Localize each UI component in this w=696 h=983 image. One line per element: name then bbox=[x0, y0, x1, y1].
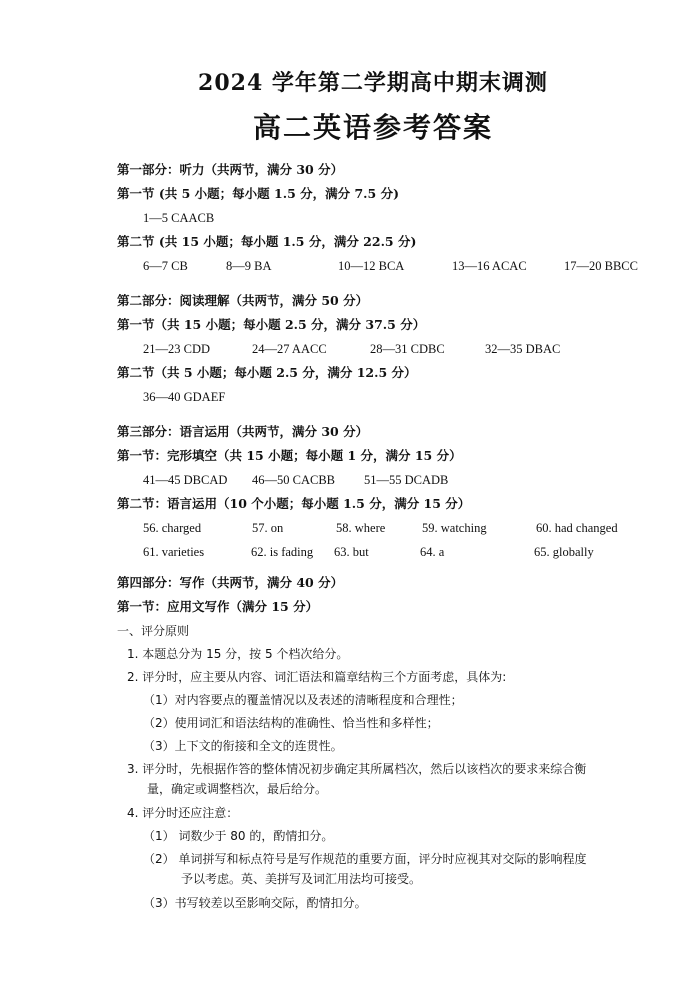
part1-sec1-heading: 第一节 (共 5 小题；每小题 1.5 分，满分 7.5 分) bbox=[117, 186, 399, 201]
answer-group: 13—16 ACAC bbox=[452, 259, 527, 273]
answer-group: 17—20 BBCC bbox=[564, 259, 638, 273]
part2-sec1-heading: 第一节（共 15 小题；每小题 2.5 分，满分 37.5 分） bbox=[117, 317, 426, 332]
part4-heading: 第四部分：写作（共两节，满分 40 分） bbox=[117, 575, 344, 590]
document-title: 高二英语参考答案 bbox=[252, 111, 493, 144]
answer-item: 56. charged bbox=[143, 521, 202, 535]
answer-group: 24—27 AACC bbox=[252, 342, 327, 356]
principle-4: 4. 评分时还应注意： bbox=[127, 806, 239, 820]
part3-sec2-heading: 第二节：语言运用（10 个小题；每小题 1.5 分，满分 15 分） bbox=[117, 496, 471, 511]
principle-2: 2. 评分时，应主要从内容、词汇语法和篇章结构三个方面考虑，具体为: bbox=[127, 670, 507, 684]
principle-3-line2: 量，确定或调整档次，最后给分。 bbox=[147, 782, 328, 796]
part1-sec2-heading: 第二节 (共 15 小题；每小题 1.5 分，满分 22.5 分) bbox=[117, 234, 417, 249]
answer-item: 59. watching bbox=[422, 521, 487, 535]
part2-sec2-heading: 第二节（共 5 小题；每小题 2.5 分，满分 12.5 分） bbox=[117, 365, 417, 380]
answer-group: 1—5 CAACB bbox=[143, 211, 215, 225]
exam-title: 2024 学年第二学期高中期末调测 bbox=[198, 70, 548, 96]
part3-sec1-heading: 第一节：完形填空（共 15 小题；每小题 1 分，满分 15 分） bbox=[117, 448, 462, 463]
answer-item: 62. is fading bbox=[251, 545, 314, 559]
part1-heading: 第一部分：听力（共两节，满分 30 分） bbox=[117, 162, 344, 177]
answer-item: 65. globally bbox=[534, 545, 594, 559]
principle-4a: （1） 词数少于 80 的，酌情扣分。 bbox=[143, 829, 334, 843]
principle-1: 1. 本题总分为 15 分，按 5 个档次给分。 bbox=[127, 647, 349, 661]
answer-group: 51—55 DCADB bbox=[364, 473, 449, 487]
answer-group: 46—50 CACBB bbox=[252, 473, 336, 487]
part4-sec1-heading: 第一节：应用文写作（满分 15 分） bbox=[117, 599, 319, 614]
part2-heading: 第二部分：阅读理解（共两节，满分 50 分） bbox=[117, 293, 369, 308]
answer-item: 61. varieties bbox=[143, 545, 205, 559]
answer-group: 41—45 DBCAD bbox=[143, 473, 228, 487]
answer-item: 57. on bbox=[252, 521, 284, 535]
answer-item: 64. a bbox=[420, 545, 445, 559]
principle-4b-line1: （2） 单词拼写和标点符号是写作规范的重要方面，评分时应视其对交际的影响程度 bbox=[143, 852, 587, 866]
answer-group: 36—40 GDAEF bbox=[143, 390, 226, 404]
answer-group: 10—12 BCA bbox=[338, 259, 405, 273]
principle-2a: （1）对内容要点的覆盖情况以及表述的清晰程度和合理性； bbox=[143, 693, 463, 707]
answer-item: 58. where bbox=[336, 521, 386, 535]
principle-3-line1: 3. 评分时，先根据作答的整体情况初步确定其所属档次，然后以该档次的要求来综合衡 bbox=[127, 762, 587, 776]
principles-heading: 一、评分原则 bbox=[117, 624, 190, 638]
answer-group: 6—7 CB bbox=[143, 259, 188, 273]
answer-group: 21—23 CDD bbox=[143, 342, 211, 356]
principle-2c: （3）上下文的衔接和全文的连贯性。 bbox=[143, 739, 343, 753]
answer-group: 28—31 CDBC bbox=[370, 342, 445, 356]
principle-2b: （2）使用词汇和语法结构的准确性、恰当性和多样性； bbox=[143, 716, 439, 730]
answer-item: 60. had changed bbox=[536, 521, 618, 535]
principle-4b-line2: 予以考虑。英、美拼写及词汇用法均可接受。 bbox=[181, 872, 422, 886]
answer-group: 8—9 BA bbox=[226, 259, 272, 273]
part3-heading: 第三部分：语言运用（共两节，满分 30 分） bbox=[117, 424, 369, 439]
answer-group: 32—35 DBAC bbox=[485, 342, 561, 356]
answer-item: 63. but bbox=[334, 545, 369, 559]
principle-4c: （3）书写较差以至影响交际，酌情扣分。 bbox=[143, 896, 367, 910]
